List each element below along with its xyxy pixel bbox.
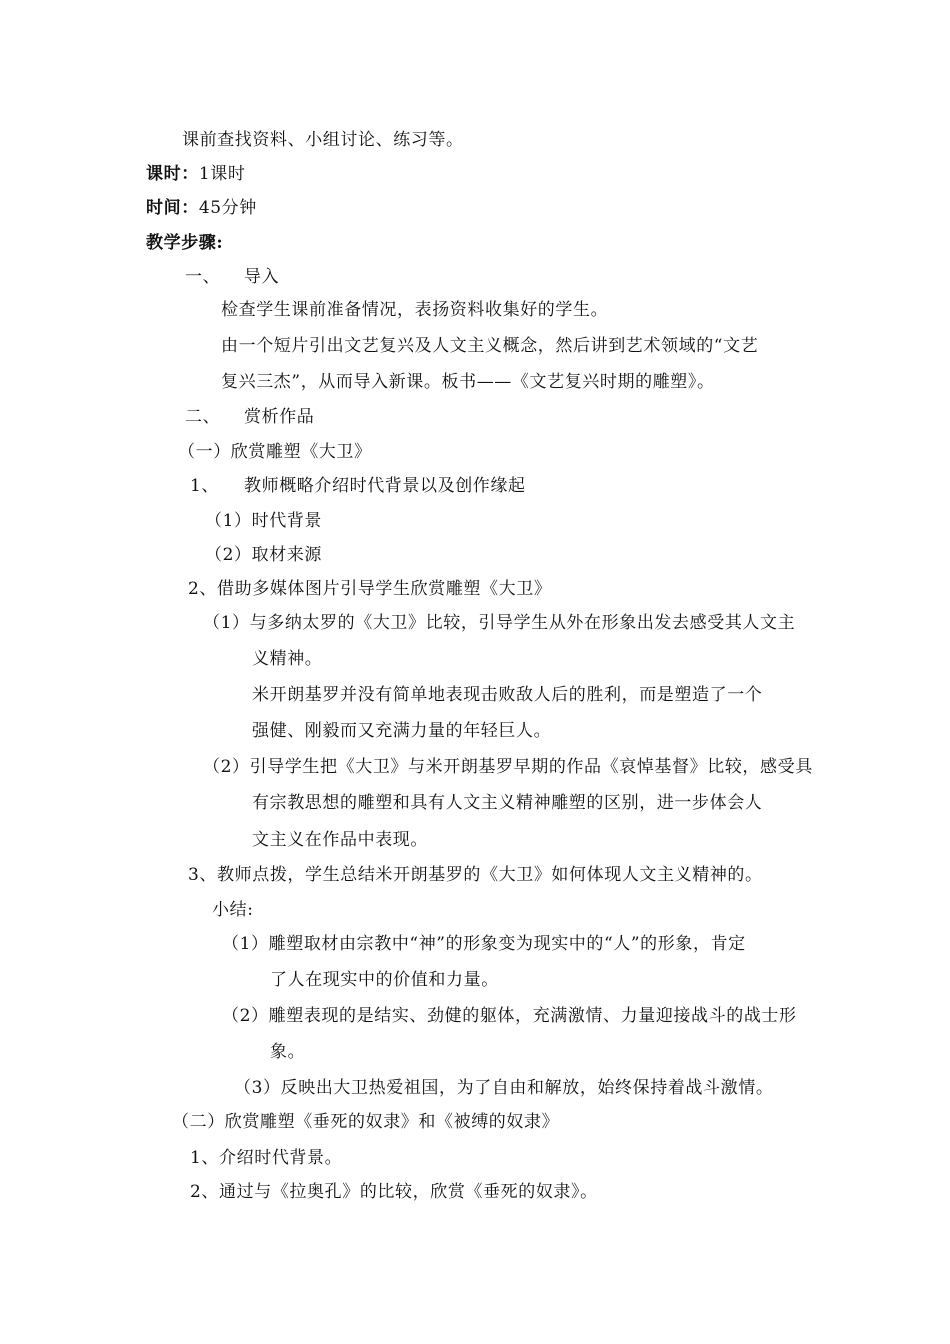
part2-heading: （二）欣赏雕塑《垂死的奴隶》和《被缚的奴隶》 — [172, 1112, 560, 1132]
item3-text: 3、教师点拨，学生总结米开朗基罗的《大卫》如何体现人文主义精神的。 — [188, 865, 763, 885]
section1-number: 一、 — [185, 267, 221, 287]
item2-sub2-line: 文主义在作品中表现。 — [252, 830, 428, 850]
item1-text: 教师概略介绍时代背景以及创作缘起 — [244, 476, 526, 496]
section2-title: 赏析作品 — [244, 407, 315, 427]
section2-number: 二、 — [185, 407, 221, 427]
item2-sub1-line: 义精神。 — [252, 649, 323, 669]
summary-point-line: 了人在现实中的价值和力量。 — [270, 970, 499, 990]
steps-heading: 教学步骤: — [146, 233, 224, 253]
summary-point-line: （1）雕塑取材由宗教中“神”的形象变为现实中的“人”的形象，肯定 — [222, 934, 746, 954]
intro-line: 课前查找资料、小组讨论、练习等。 — [182, 130, 464, 150]
item1-sub: （2）取材来源 — [205, 545, 323, 565]
summary-point-line: （3）反映出大卫热爱祖国，为了自由和解放，始终保持着战斗激情。 — [234, 1078, 774, 1098]
item2-sub1-line: （1）与多纳太罗的《大卫》比较，引导学生从外在形象出发去感受其人文主 — [203, 613, 796, 633]
period-label: 课时： — [146, 164, 199, 184]
item1-sub: （1）时代背景 — [205, 511, 323, 531]
section1-paragraph: 检查学生课前准备情况，表扬资料收集好的学生。 — [221, 300, 609, 320]
time-field — [146, 196, 257, 220]
section1-paragraph: 复兴三杰”，从而导入新课。板书——《文艺复兴时期的雕塑》。 — [221, 372, 715, 392]
summary-label: 小结: — [212, 900, 254, 920]
section1-title: 导入 — [244, 267, 280, 287]
item2-sub1-line: 强健、刚毅而又充满力量的年轻巨人。 — [252, 721, 552, 741]
item2-sub2-line: 有宗教思想的雕塑和具有人文主义精神雕塑的区别，进一步体会人 — [252, 793, 763, 813]
part2-item: 2、通过与《拉奥孔》的比较，欣赏《垂死的奴隶》。 — [190, 1182, 598, 1202]
period-field — [146, 162, 245, 186]
item2-sub2-line: （2）引导学生把《大卫》与米开朗基罗早期的作品《哀悼基督》比较，感受具 — [203, 757, 813, 777]
section1-paragraph: 由一个短片引出文艺复兴及人文主义概念，然后讲到艺术领域的“文艺 — [221, 336, 759, 356]
time-label: 时间： — [146, 198, 199, 218]
item2-text: 2、借助多媒体图片引导学生欣赏雕塑《大卫》 — [188, 579, 552, 599]
summary-point-line: 象。 — [270, 1042, 306, 1062]
period-value: 1课时 — [198, 164, 246, 184]
part1-heading: （一）欣赏雕塑《大卫》 — [178, 442, 372, 462]
item1-number: 1、 — [190, 476, 220, 496]
time-value: 45分钟 — [198, 198, 257, 218]
summary-point-line: （2）雕塑表现的是结实、劲健的躯体，充满激情、力量迎接战斗的战士形 — [222, 1006, 797, 1026]
part2-item: 1、介绍时代背景。 — [190, 1148, 343, 1168]
item2-sub1-line: 米开朗基罗并没有简单地表现击败敌人后的胜利，而是塑造了一个 — [252, 685, 763, 705]
